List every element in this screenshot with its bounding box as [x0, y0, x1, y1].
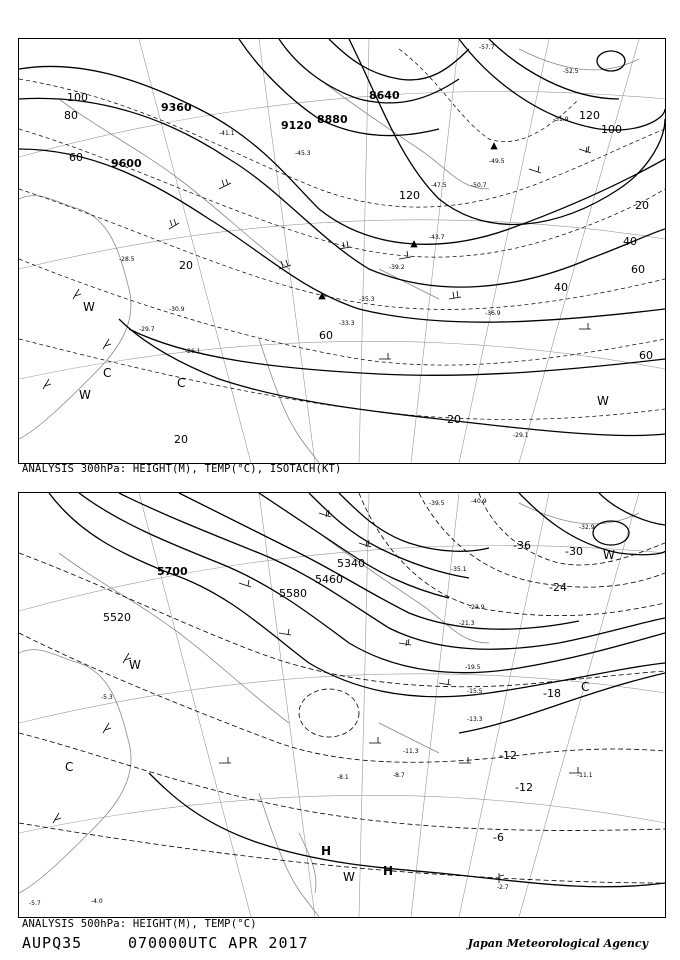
temp-value: -33.3	[339, 320, 355, 327]
temp-value: -2.7	[497, 884, 509, 891]
height-label: 5580	[279, 587, 307, 600]
chart-500hpa	[18, 492, 666, 918]
isotach-label: 40	[623, 235, 637, 248]
temp-value: -29.1	[513, 432, 529, 439]
isotach-label: 120	[399, 189, 420, 202]
warm-center-marker: W	[129, 658, 141, 672]
temp-value: -47.5	[431, 182, 447, 189]
height-label: 5700	[157, 565, 188, 578]
isotach-label: 60	[319, 329, 333, 342]
isotach-label: 60	[631, 263, 645, 276]
cold-center-marker: C	[177, 376, 186, 390]
wind-barbs	[43, 143, 591, 389]
temp-value: -5.7	[29, 900, 41, 907]
temp-value: -11.1	[577, 772, 593, 779]
temp-value: -36.9	[485, 310, 501, 317]
height-label: 9120	[281, 119, 312, 132]
height-label: 9360	[161, 101, 192, 114]
isotach-label: 60	[639, 349, 653, 362]
temp-value: -40.9	[471, 498, 487, 505]
chart-500hpa-svg	[19, 493, 665, 917]
temp-value: -43.7	[429, 234, 445, 241]
temp-value: -15.5	[467, 688, 483, 695]
height-label: 5520	[103, 611, 131, 624]
temp-value: -28.5	[119, 256, 135, 263]
isotherm-label: -12	[499, 749, 517, 762]
height-label: 8640	[369, 89, 400, 102]
temp-value: -19.5	[465, 664, 481, 671]
temp-value: -39.2	[389, 264, 405, 271]
temp-value: -30.9	[169, 306, 185, 313]
isotach-label: 100	[67, 91, 88, 104]
temp-value: -49.5	[489, 158, 505, 165]
temp-value: -5.3	[101, 694, 113, 701]
height-label: 8880	[317, 113, 348, 126]
temp-value: -50.7	[471, 182, 487, 189]
temp-value: -35.3	[359, 296, 375, 303]
temp-value: -35.1	[451, 566, 467, 573]
temp-value: -8.7	[393, 772, 405, 779]
isotach-label: 40	[554, 281, 568, 294]
height-label: 5460	[315, 573, 343, 586]
isotherm-label: -24	[549, 581, 567, 594]
isotherm-label: -36	[513, 539, 531, 552]
temp-value: -57.7	[479, 44, 495, 51]
isotach-label: 20	[179, 259, 193, 272]
isotherm-label: -30	[565, 545, 583, 558]
warm-center-marker: W	[597, 394, 609, 408]
temp-value: -8.1	[337, 774, 349, 781]
isotach-label: 100	[601, 123, 622, 136]
temp-value: -32.9	[579, 524, 595, 531]
temp-value: -29.7	[139, 326, 155, 333]
isotherm-label: -18	[543, 687, 561, 700]
warm-center-marker: W	[343, 870, 355, 884]
temp-value: -26.1	[185, 348, 201, 355]
warm-center-marker: W	[83, 300, 95, 314]
height-label: 5340	[337, 557, 365, 570]
chart-300hpa	[18, 38, 666, 464]
temp-value: -21.3	[459, 620, 475, 627]
isotherm-label: -6	[493, 831, 504, 844]
valid-time: 070000UTC APR 2017	[128, 934, 309, 952]
temp-value: -39.5	[429, 500, 445, 507]
temp-value: -52.5	[563, 68, 579, 75]
height-label: 9600	[111, 157, 142, 170]
wind-barbs	[53, 510, 581, 883]
high-center-marker: H	[321, 844, 332, 858]
isotach-label: 60	[69, 151, 83, 164]
temp-value: -41.1	[219, 130, 235, 137]
cold-center-marker: C	[65, 760, 74, 774]
temp-value: -51.9	[553, 116, 569, 123]
isotach-label: 120	[579, 109, 600, 122]
isotach-label: 20	[174, 433, 188, 446]
cold-center-marker: C	[103, 366, 112, 380]
isotach-label: 20	[447, 413, 461, 426]
cold-center-marker: C	[581, 680, 590, 694]
warm-center-marker: W	[79, 388, 91, 402]
isotach-label: 20	[635, 199, 649, 212]
caption-500hpa: ANALYSIS 500hPa: HEIGHT(M), TEMP(°C)	[22, 918, 257, 930]
temp-value: -23.9	[469, 604, 485, 611]
issuer-name: Japan Meteorological Agency	[467, 937, 648, 950]
high-center-marker: H	[383, 864, 394, 878]
chart-300hpa-svg	[19, 39, 665, 463]
temp-value: -45.3	[295, 150, 311, 157]
temp-value: -13.3	[467, 716, 483, 723]
chart-code: AUPQ35	[22, 934, 83, 952]
temp-value: -11.3	[403, 748, 419, 755]
isotach-label: 80	[64, 109, 78, 122]
caption-300hpa: ANALYSIS 300hPa: HEIGHT(M), TEMP(°C), ISOTACH(KT)	[22, 463, 342, 475]
temp-value: -4.0	[91, 898, 103, 905]
isotherms	[19, 49, 665, 419]
warm-center-marker: W	[603, 548, 615, 562]
isotherm-label: -12	[515, 781, 533, 794]
